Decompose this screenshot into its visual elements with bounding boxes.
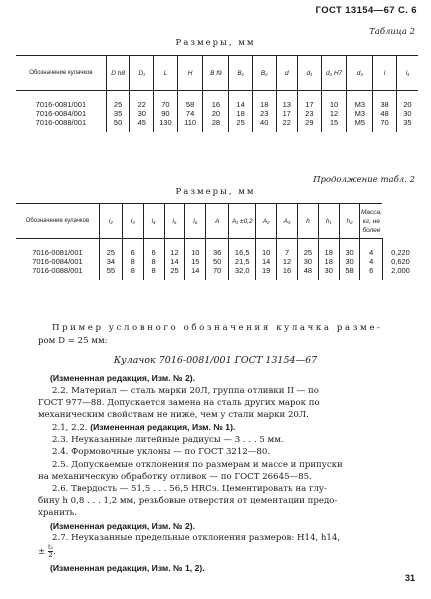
table2cont-column-cell <box>122 239 143 281</box>
table-cell-value: 7016-0081/001 <box>32 248 83 257</box>
table-cell-value: 4 <box>369 257 374 266</box>
table-cell-value: 29 <box>305 118 314 127</box>
table-cell-value: 21,5 <box>234 257 250 266</box>
example-intro: Пример условного обозначения кулачка разме- <box>52 323 383 333</box>
table2cont-column-cell <box>229 239 256 281</box>
table-cell-value: 25 <box>236 118 245 127</box>
table2cont-column-cell <box>318 239 339 281</box>
table-cell-value: 16,5 <box>234 248 250 257</box>
revision-note-4: (Измененная редакция, Изм. № 1, 2). <box>50 563 205 573</box>
table2cont-header-cell: A₃ <box>277 204 298 239</box>
table-cell-value: 7016-0084/001 <box>35 109 87 118</box>
example-designation: Кулачок 7016-0081/001 ГОСТ 13154—67 <box>113 355 318 366</box>
table2cont-column-cell <box>16 239 99 281</box>
fraction-period: . <box>53 547 56 557</box>
table-cell-value: 16 <box>211 100 221 109</box>
revision-note-3: (Измененная редакция, Изм. № 2). <box>50 521 196 531</box>
table-cell-value: 25 <box>170 266 179 275</box>
table-cell-value: 34 <box>106 257 116 266</box>
table-cell-value: 55 <box>106 266 116 275</box>
table2cont-caption: Размеры, мм <box>175 187 256 197</box>
table-cell-value: 20 <box>403 100 412 109</box>
table-cell-value: M3 <box>354 109 366 118</box>
table2-column-cell <box>130 91 154 133</box>
table2-header-cell: B₂ <box>252 56 276 91</box>
table-cell-value: 10 <box>191 248 200 257</box>
table2cont-header-cell: h₂ <box>339 204 360 239</box>
para-2-5-line1: 2.5. Допускаемые отклонения по размерам и массе и припуски <box>52 460 343 470</box>
table-cell-value: 20 <box>211 109 221 118</box>
table-cell-value: 12 <box>329 109 339 118</box>
table2cont-header-row <box>16 204 418 239</box>
table-cell-value: 28 <box>211 118 221 127</box>
para-2-1-line <box>52 422 235 434</box>
table2cont-column-cell <box>143 239 164 281</box>
para-2-2-line3: механическим свойствам не ниже, чем у стали марки 20Л. <box>38 410 309 420</box>
table2cont-column-cell <box>206 239 229 281</box>
standard-header: ГОСТ 13154—67 С. 6 <box>315 5 417 16</box>
table2cont-header-cell: A₂ <box>256 204 277 239</box>
table-cell-value: 17 <box>305 100 314 109</box>
table2-body-row <box>16 91 418 133</box>
table-cell-value: 18 <box>324 248 333 257</box>
table2-column-cell <box>16 91 106 133</box>
table2cont-column-cell <box>164 239 185 281</box>
table2-header-cell: B₁ <box>229 56 253 91</box>
table2-column-cell <box>203 91 229 133</box>
table-cell-value: 90 <box>161 109 170 118</box>
table-cell-value: 7016-0088/001 <box>32 266 83 275</box>
table-cell-value: 30 <box>303 257 313 266</box>
table2cont-label: Продолжение табл. 2 <box>313 175 415 185</box>
table2-header-cell: Обозначение кулачков <box>16 56 106 91</box>
para-2-5-line2: на механическую обработку отливок — по ГОСТ 26645—85. <box>38 472 312 482</box>
table-cell-value: 110 <box>184 118 197 127</box>
table-cell-value: 32,0 <box>234 266 250 275</box>
table2-header-cell: d₃ <box>347 56 373 91</box>
table-cell-value: 30 <box>324 266 333 275</box>
table2-column-cell <box>154 91 178 133</box>
table2-column-cell <box>276 91 297 133</box>
table2-header-cell: d <box>276 56 297 91</box>
table-cell-value: 14 <box>236 100 245 109</box>
table-cell-value: 7016-0081/001 <box>35 100 87 109</box>
table-cell-value: 30 <box>403 109 412 118</box>
table2-column-cell <box>177 91 203 133</box>
table2cont-header-cell: Масса, кг, не более <box>360 204 382 239</box>
fraction-numerator: t₂ <box>47 543 54 551</box>
table-cell-value: 18 <box>236 109 245 118</box>
table2-column-cell <box>321 91 347 133</box>
table2cont-header-cell: l₂ <box>99 204 122 239</box>
table2-header-cell: H <box>177 56 203 91</box>
table2-column-cell <box>106 91 130 133</box>
table-cell-value: 74 <box>185 109 195 118</box>
table-cell-value: 7016-0088/001 <box>35 118 87 127</box>
example-intro-2: ром D = 25 мм: <box>38 336 108 346</box>
table2-header-cell: l₁ <box>396 56 418 91</box>
table-cell-value: 6 <box>130 248 135 257</box>
para-2-3: 2.3. Неуказанные литейные радиусы — 3 . . . 5 мм. <box>52 435 284 445</box>
table-cell-value: 18 <box>260 100 269 109</box>
table2-column-cell <box>252 91 276 133</box>
table-cell-value: 8 <box>151 266 156 275</box>
table-cell-value: 70 <box>380 118 389 127</box>
table2-header-cell: B f9 <box>203 56 229 91</box>
table-cell-value: 45 <box>137 118 146 127</box>
table2cont-body-row <box>16 239 418 281</box>
table-cell-value: 50 <box>113 118 123 127</box>
table-cell-value: 35 <box>113 109 123 118</box>
table-cell-value: 0,620 <box>391 256 410 266</box>
para-2-2-line1: 2.2. Материал — сталь марки 20Л, группа отливки II — по <box>52 386 319 396</box>
table2-caption: Размеры, мм <box>175 38 256 48</box>
table-cell-value: 70 <box>161 100 170 109</box>
table2cont <box>16 203 418 280</box>
table2-column-cell <box>229 91 253 133</box>
table2-header-cell: D₁ <box>130 56 154 91</box>
table2-label: Таблица 2 <box>369 27 415 37</box>
table-cell-value: 7 <box>284 248 290 257</box>
table-cell-value: 6 <box>151 248 156 257</box>
table-cell-value: 48 <box>380 109 389 118</box>
table2cont-column-cell <box>277 239 298 281</box>
table2-column-cell <box>373 91 397 133</box>
table-cell-value: 18 <box>324 257 333 266</box>
table2cont-column-cell <box>256 239 277 281</box>
table-cell-value: 8 <box>151 257 156 266</box>
table2cont-column-cell <box>185 239 206 281</box>
table-cell-value: 6 <box>369 266 374 275</box>
table-cell-value: 17 <box>282 109 291 118</box>
table-cell-value: M3 <box>354 100 366 109</box>
tolerance-fraction-line <box>38 544 56 559</box>
table-cell-value: 50 <box>213 257 222 266</box>
table-cell-value: 23 <box>305 109 314 118</box>
table-cell-value: 22 <box>137 100 146 109</box>
table-cell-value: 40 <box>260 118 269 127</box>
table2cont-header-cell: Обозначение кулачков <box>16 204 99 239</box>
table2-header-row <box>16 56 418 91</box>
table-cell-value: 10 <box>262 248 271 257</box>
table2-header-cell: d₂ H7 <box>321 56 347 91</box>
para-2-1: 2.1, 2.2. <box>52 423 88 433</box>
table2cont-header-cell: l₄ <box>143 204 164 239</box>
table-cell-value: 36 <box>213 248 222 257</box>
table2-header-cell: D h8 <box>106 56 130 91</box>
table-cell-value: 12 <box>170 248 179 257</box>
table-cell-value: 25 <box>303 248 313 257</box>
plus-minus-sign: ± <box>38 547 46 557</box>
table-cell-value: 48 <box>303 266 313 275</box>
table-cell-value: 23 <box>260 109 269 118</box>
table-cell-value: 130 <box>159 118 172 127</box>
table2cont-column-cell <box>297 239 318 281</box>
table-cell-value: 58 <box>345 266 354 275</box>
table-cell-value: 8 <box>130 266 135 275</box>
table-cell-value: 4 <box>369 248 374 257</box>
table-cell-value: 8 <box>130 257 135 266</box>
table2cont-column-cell <box>339 239 360 281</box>
table2 <box>16 55 418 132</box>
table-cell-value: 14 <box>191 266 200 275</box>
table-cell-value: 7016-0084/001 <box>32 257 83 266</box>
table-cell-value: 2,000 <box>391 265 410 275</box>
table-cell-value: 30 <box>345 257 354 266</box>
table-cell-value: 16 <box>282 266 292 275</box>
table-cell-value: 22 <box>282 118 291 127</box>
table2cont-header-cell: h <box>297 204 318 239</box>
table2-column-cell <box>347 91 373 133</box>
table2cont-header-cell: l₅ <box>164 204 185 239</box>
table-cell-value: 25 <box>113 100 123 109</box>
table-cell-value: 15 <box>329 118 339 127</box>
para-2-7: 2.7. Неуказанные предельные отклонения размеров: H14, h14, <box>52 533 341 543</box>
table-cell-value: 15 <box>191 257 200 266</box>
table2-column-cell <box>298 91 322 133</box>
table2-header-cell: l <box>373 56 397 91</box>
table2cont-column-cell <box>360 239 382 281</box>
table-cell-value: 0,220 <box>391 247 410 257</box>
para-2-4: 2.4. Формовочные уклоны — по ГОСТ 3212—80. <box>52 447 271 457</box>
para-2-6-line3: хранить. <box>38 508 78 518</box>
table2cont-header-cell: A₁ ±0,2 <box>229 204 256 239</box>
table-cell-value: 14 <box>262 257 271 266</box>
table2cont-column-cell <box>99 239 122 281</box>
table-cell-value: 12 <box>282 257 292 266</box>
table-cell-value: 35 <box>403 118 412 127</box>
table-cell-value: 13 <box>282 100 291 109</box>
table2cont-header-cell: h₁ <box>318 204 339 239</box>
table2cont-header-cell: l₃ <box>122 204 143 239</box>
table2cont-header-cell: l₆ <box>185 204 206 239</box>
table2-column-cell <box>396 91 418 133</box>
table2-header-cell: L <box>154 56 178 91</box>
table2cont-header-cell: A <box>206 204 229 239</box>
table-cell-value: 38 <box>380 100 389 109</box>
table2cont-column-cell <box>382 239 418 281</box>
table-cell-value: 30 <box>137 109 146 118</box>
page-number: 31 <box>404 573 415 583</box>
table-cell-value: 58 <box>185 100 195 109</box>
para-2-2-line2: ГОСТ 977—88. Допускается замена на сталь других марок по <box>38 398 320 408</box>
fraction-denominator: 2 <box>48 551 53 559</box>
table-cell-value: 30 <box>345 248 354 257</box>
table2-header-cell: d₁ <box>298 56 322 91</box>
table-cell-value: 25 <box>106 248 116 257</box>
para-2-6-line2: бину h 0,8 . . . 1,2 мм, резьбовые отверстия от цементации предо- <box>38 496 338 506</box>
revision-note-2: (Измененная редакция, Изм. № 1). <box>90 422 236 432</box>
table-cell-value: M5 <box>354 118 366 127</box>
para-2-6-line1: 2.6. Твердость — 51,5 . . . 56,5 HRCэ. Цементировать на глу- <box>52 484 327 494</box>
table-cell-value: 10 <box>329 100 339 109</box>
revision-note-1: (Измененная редакция, Изм. № 2). <box>50 373 196 383</box>
table-cell-value: 70 <box>213 266 222 275</box>
table-cell-value: 14 <box>170 257 179 266</box>
table-cell-value: 19 <box>262 266 271 275</box>
